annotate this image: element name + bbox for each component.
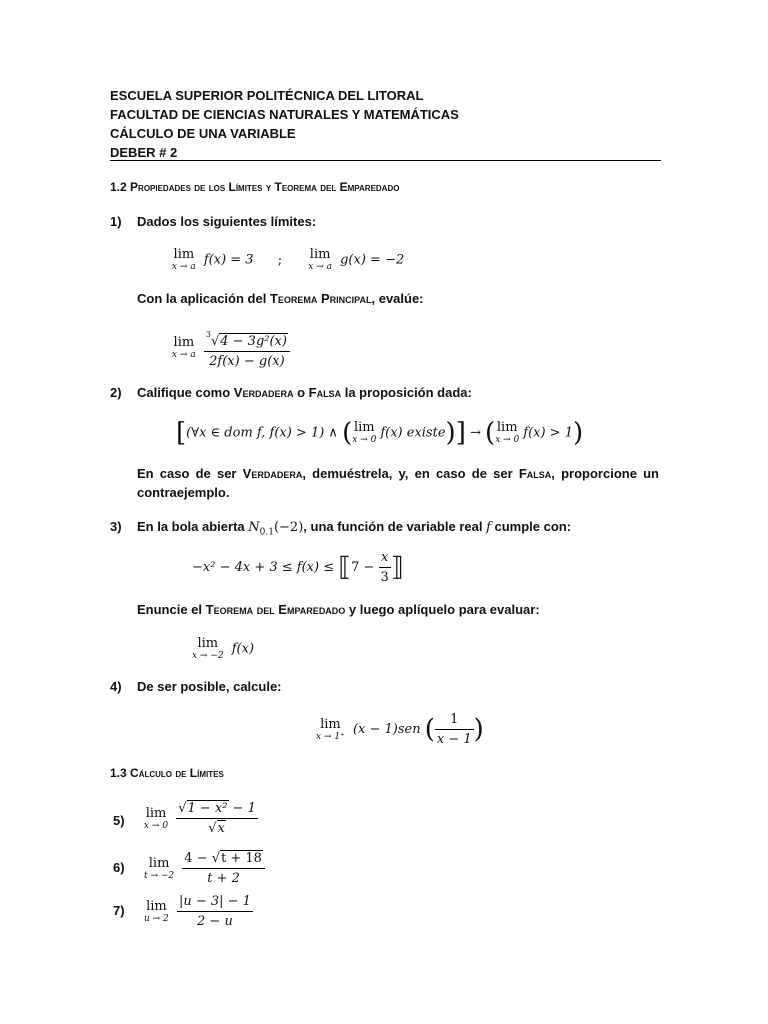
problem-3-number: 3): [110, 519, 122, 534]
problem-3-inequality: −x² − 4x + 3 ≤ f(x) ≤ ⟦7 − $\frac{x}{3}$ ⟧: [192, 550, 404, 585]
problem-2-instruction: En caso de ser Verdadera, demuéstrela, y, en caso de ser Falsa, proporcione un contraejemplo.: [137, 466, 659, 500]
section-title-1-3: 1.3 Cálculo de Límites: [110, 766, 224, 780]
section-title-1-2: 1.2 Propiedades de los Límites y Teorema del Emparedado: [110, 180, 400, 194]
problem-1-text: Dados los siguientes límites:: [137, 214, 317, 229]
header-faculty: FACULTAD DE CIENCIAS NATURALES Y MATEMÁTICAS: [110, 107, 459, 122]
header-course: CÁLCULO DE UNA VARIABLE: [110, 126, 296, 141]
problem-1-given-limits: lim x → a f(x) = 3 ; lim x → a g(x) = −2: [172, 247, 405, 272]
problem-4-text: De ser posible, calcule:: [137, 679, 282, 694]
problem-5-number: 5): [113, 813, 125, 828]
problem-3-eval-expression: lim x → −2 f(x): [192, 636, 255, 661]
problem-1-eval-expression: lim x → a $\frac{^3√4 - 3g^2(x)}{2f(x) - g(x)}$: [172, 326, 290, 370]
problem-1-instruction: Con la aplicación del Teorema Principal, evalúe:: [137, 291, 424, 306]
problem-2-text: Califique como Verdadera o Falsa la proposición dada:: [137, 385, 472, 400]
problem-3-text: En la bola abierta $N_{0.1}(-2)$, una función de variable real f cumple con:: [137, 519, 572, 538]
problem-7-number: 7): [113, 903, 125, 918]
problem-4-expression: lim x → 1⁺ (x − 1)sen ( $\frac{1}{x - 1}$ ): [316, 712, 484, 747]
problem-6-expression: lim t → −2 $\frac{4 - √t + 18}{t + 2}$: [144, 850, 265, 887]
problem-3-instruction: Enuncie el Teorema del Emparedado y luego aplíquelo para evaluar:: [137, 602, 540, 617]
header-university: ESCUELA SUPERIOR POLITÉCNICA DEL LITORAL: [110, 88, 424, 103]
header-rule: [110, 160, 661, 161]
problem-7-expression: lim u → 2 $\frac{|u - 3| - 1}{2 - u}$: [144, 894, 251, 929]
problem-1-number: 1): [110, 214, 122, 229]
problem-2-proposition: [(∀x ∈ dom f, f(x) > 1) ∧ ( lim x → 0 f(x) existe)] → ( lim x → 0 f(x) > 1): [176, 418, 584, 448]
problem-5-expression: lim x → 0 $\frac{\text{√1 − x² − 1}}{√x}$: [144, 801, 256, 836]
document-header: [110, 86, 459, 162]
problem-4-number: 4): [110, 679, 122, 694]
problem-2-number: 2): [110, 385, 122, 400]
problem-6-number: 6): [113, 860, 125, 875]
header-assignment: DEBER # 2: [110, 145, 178, 160]
